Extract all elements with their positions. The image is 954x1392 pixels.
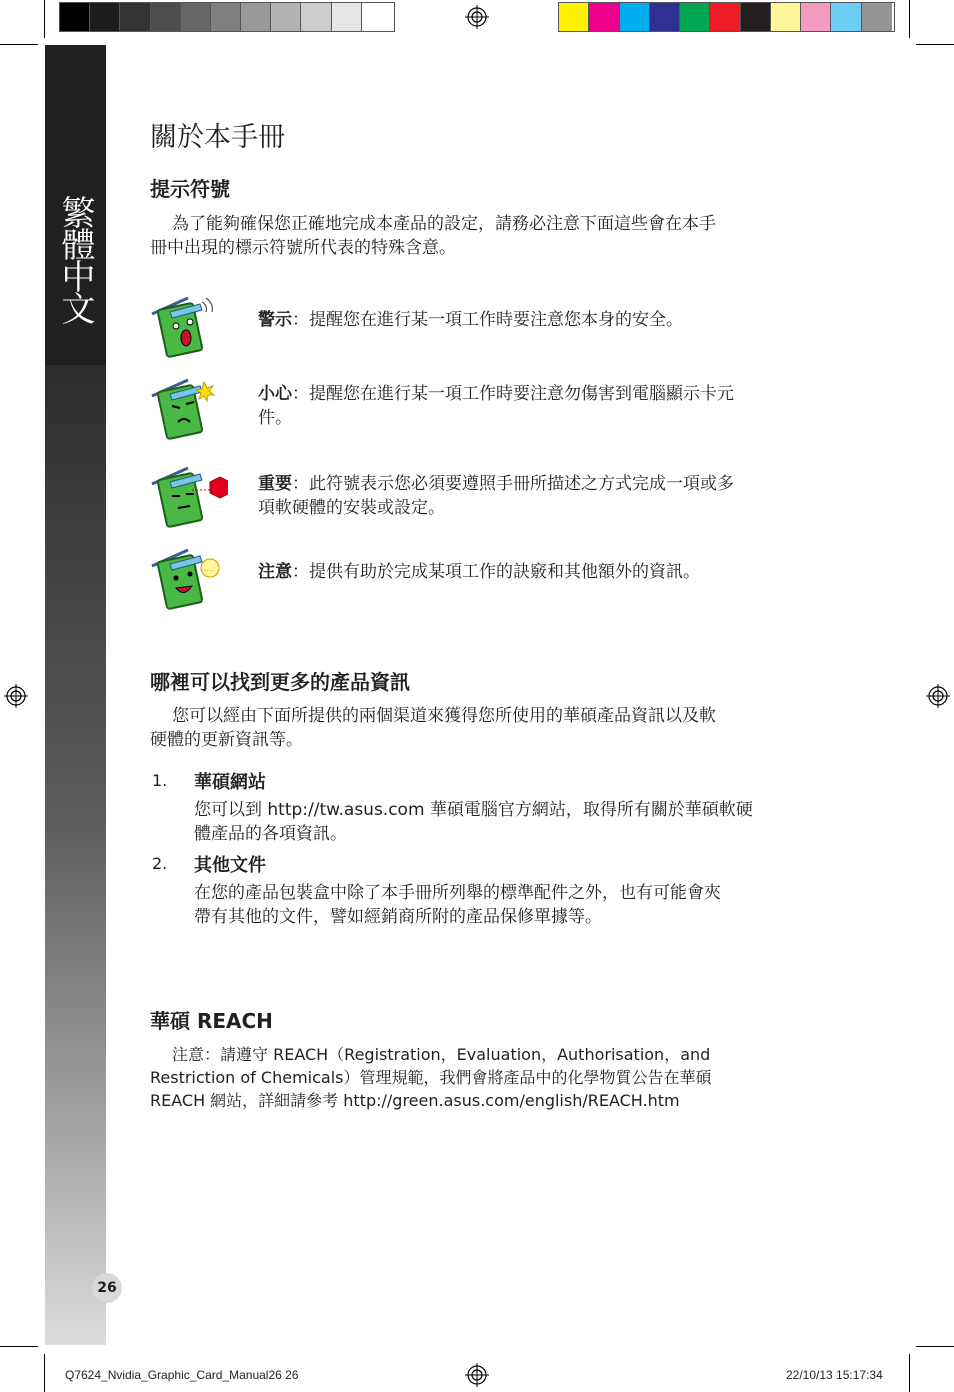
- footer-file-info: Q7624_Nvidia_Graphic_Card_Manual26 26: [65, 1368, 299, 1382]
- registration-mark-icon: [926, 684, 950, 708]
- color-swatch: [151, 3, 181, 31]
- caution-card-icon: [148, 372, 228, 444]
- crop-mark: [44, 1354, 45, 1392]
- reach-line: 注意：請遵守 REACH（Registration，Evaluation，Authorisation，and: [172, 1045, 711, 1064]
- color-swatch: [771, 3, 801, 31]
- list-body-line: 在您的產品包裝盒中除了本手冊所列舉的標準配件之外，也有可能會夾: [194, 883, 721, 903]
- note-body: ：提供有助於完成某項工作的訣竅和其他額外的資訊。: [292, 562, 700, 582]
- registration-mark-icon: [465, 1363, 489, 1387]
- more-info-intro-line: 硬體的更新資訊等。: [150, 730, 303, 750]
- warning-card-icon: [148, 290, 228, 362]
- note-body: ：此符號表示您必須要遵照手冊所描述之方式完成一項或多: [292, 474, 734, 494]
- reach-line: REACH 網站，詳細請參考 http://green.asus.com/english/REACH.htm: [150, 1091, 680, 1110]
- crop-mark: [916, 44, 954, 45]
- list-number: 1.: [152, 771, 168, 790]
- footer-datetime: 22/10/13 15:17:34: [786, 1368, 883, 1382]
- important-card-icon: [148, 460, 228, 532]
- note-card-icon: [148, 542, 228, 614]
- note-body: 件。: [258, 408, 292, 428]
- more-info-intro-line: 您可以經由下面所提供的兩個渠道來獲得您所使用的華碩產品資訊以及軟: [172, 706, 716, 726]
- list-heading-other-documents: 其他文件: [194, 855, 266, 876]
- list-body-line: 帶有其他的文件，譬如經銷商所附的產品保修單據等。: [194, 907, 602, 927]
- page-number: 26: [92, 1273, 122, 1303]
- side-tab-language-label: 繁體中文: [55, 195, 95, 323]
- section-heading-more-info: 哪裡可以找到更多的產品資訊: [150, 670, 410, 694]
- registration-mark-icon: [4, 684, 28, 708]
- symbols-intro: [150, 212, 800, 260]
- list-body-asus-website: [194, 798, 800, 846]
- color-swatch: [90, 3, 120, 31]
- symbols-intro-line: 為了能夠確保您正確地完成本產品的設定，請務必注意下面這些會在本手: [172, 214, 716, 234]
- color-swatch: [60, 3, 90, 31]
- svg-text:....: ....: [204, 564, 215, 573]
- crop-mark: [44, 0, 45, 38]
- reach-paragraph: [150, 1043, 800, 1112]
- list-body-line: 體產品的各項資訊。: [194, 824, 347, 844]
- reach-line: Restriction of Chemicals）管理規範，我們會將產品中的化學物質公告在華碩: [150, 1068, 712, 1087]
- note-text-warning: [258, 308, 798, 332]
- color-swatch: [362, 3, 392, 31]
- color-swatch: [862, 3, 892, 31]
- note-body: ：提醒您在進行某一項工作時要注意勿傷害到電腦顯示卡元: [292, 384, 734, 404]
- list-number: 2.: [152, 854, 168, 873]
- color-calibration-bar: [558, 2, 895, 32]
- note-row-caution: [148, 372, 798, 447]
- note-label: 重要: [258, 474, 292, 494]
- color-swatch: [620, 3, 650, 31]
- crop-mark: [909, 1354, 910, 1392]
- note-row-warning: [148, 290, 798, 365]
- color-swatch: [650, 3, 680, 31]
- crop-mark: [916, 1346, 954, 1347]
- color-swatch: [181, 3, 211, 31]
- crop-mark: [909, 0, 910, 38]
- color-swatch: [241, 3, 271, 31]
- note-label: 注意: [258, 562, 292, 582]
- note-text-important: [258, 472, 798, 520]
- color-swatch: [801, 3, 831, 31]
- section-heading-reach: 華碩 REACH: [150, 1009, 273, 1033]
- color-swatch: [831, 3, 861, 31]
- note-text-caution: [258, 382, 798, 430]
- note-text-note: [258, 560, 798, 584]
- color-swatch: [120, 3, 150, 31]
- color-swatch: [271, 3, 301, 31]
- symbols-intro-line: 冊中出現的標示符號所代表的特殊含意。: [150, 238, 456, 258]
- page-title: 關於本手冊: [150, 122, 285, 153]
- color-swatch: [680, 3, 710, 31]
- crop-mark: [0, 1346, 38, 1347]
- section-heading-symbols: 提示符號: [150, 177, 230, 201]
- list-body-other-documents: [194, 881, 800, 929]
- color-swatch: [589, 3, 619, 31]
- crop-mark: [0, 44, 38, 45]
- note-row-important: [148, 460, 798, 535]
- language-side-tab: [45, 45, 106, 1345]
- color-swatch: [301, 3, 331, 31]
- more-info-intro: [150, 704, 800, 752]
- note-body: ：提醒您在進行某一項工作時要注意您本身的安全。: [292, 310, 683, 330]
- color-swatch: [741, 3, 771, 31]
- color-swatch: [211, 3, 241, 31]
- gray-calibration-bar: [59, 2, 395, 32]
- color-swatch: [559, 3, 589, 31]
- color-swatch: [710, 3, 740, 31]
- list-heading-asus-website: 華碩網站: [194, 772, 266, 793]
- note-label: 警示: [258, 310, 292, 330]
- color-swatch: [332, 3, 362, 31]
- note-label: 小心: [258, 384, 292, 404]
- registration-mark-icon: [465, 5, 489, 29]
- note-row-note: [148, 542, 798, 617]
- note-body: 項軟硬體的安裝或設定。: [258, 498, 445, 518]
- list-body-line: 您可以到 http://tw.asus.com 華碩電腦官方網站，取得所有關於華碩軟硬: [194, 800, 753, 820]
